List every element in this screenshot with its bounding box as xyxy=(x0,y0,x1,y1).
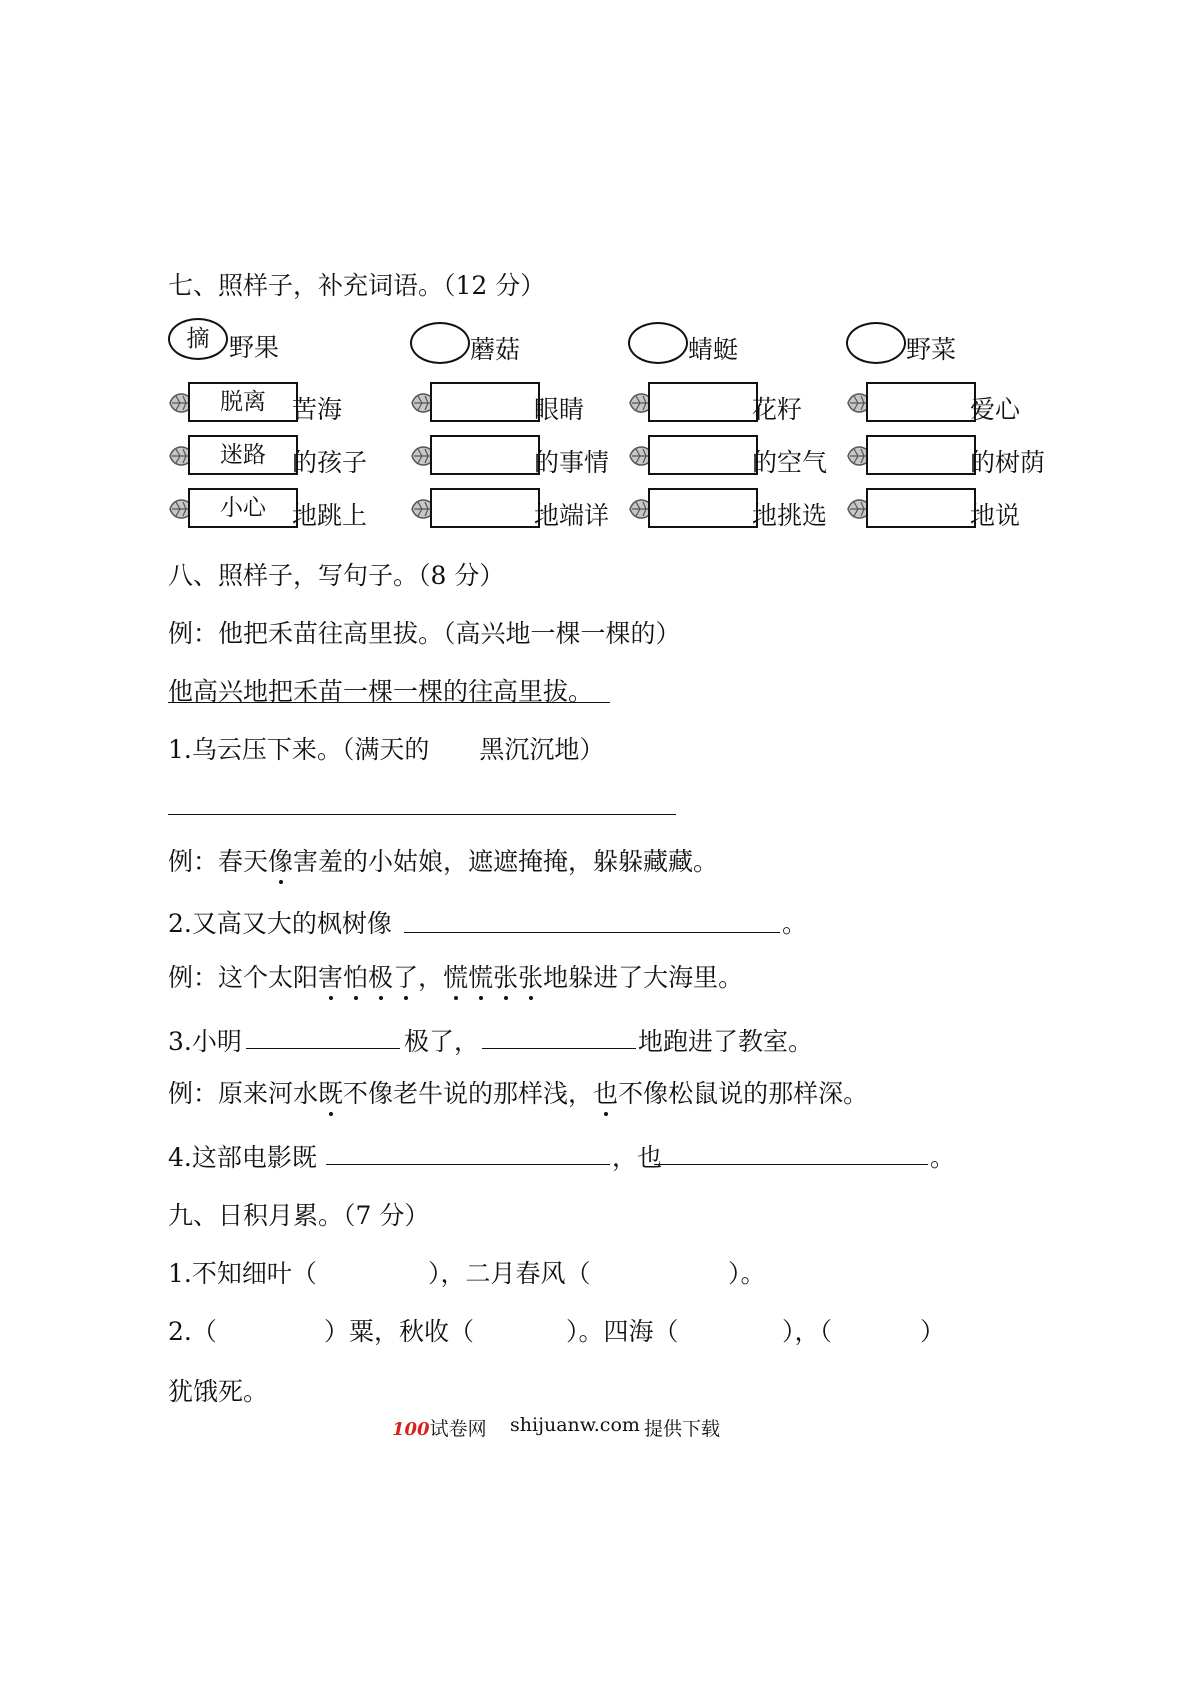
answer-line-2[interactable] xyxy=(404,932,780,933)
word-box: 迷路 xyxy=(188,435,298,475)
question-9-1c: ）。 xyxy=(728,1259,766,1288)
example-sentence xyxy=(168,1074,868,1110)
word-box[interactable] xyxy=(648,488,758,528)
example-text: 例：这个太阳 xyxy=(168,963,319,992)
word-box[interactable] xyxy=(430,435,540,475)
section9-title: 九、日积月累。（7 分） xyxy=(168,1201,430,1230)
word-box[interactable] xyxy=(648,382,758,422)
answer-line-3a[interactable] xyxy=(246,1048,400,1049)
emphasis-char: 慌 xyxy=(468,958,493,994)
question-4: 4.这部电影既 xyxy=(168,1143,317,1172)
example-text: 地躲进了大海里。 xyxy=(543,963,744,992)
circle-blank: 摘 xyxy=(168,318,228,360)
example-answer-underline xyxy=(168,702,610,703)
emphasis-char: 了 xyxy=(393,958,418,994)
emphasis-char: 张 xyxy=(493,958,518,994)
footer-note: 提供下载 xyxy=(644,1418,721,1440)
box-word: 地端详 xyxy=(534,501,610,530)
box-word: 地挑选 xyxy=(752,501,828,530)
question-9-1b: ），二月春风（ xyxy=(428,1259,591,1288)
section8-title: 八、照样子，写句子。（8 分） xyxy=(168,561,505,590)
circle-blank[interactable] xyxy=(628,322,688,364)
footer xyxy=(392,1414,487,1441)
question-1: 1.乌云压下来。（满天的 黑沉沉地） xyxy=(168,735,605,764)
emphasis-char: 极 xyxy=(368,958,393,994)
answer-line-1[interactable] xyxy=(168,814,676,815)
answer-line-4b[interactable] xyxy=(654,1164,928,1165)
word-box[interactable] xyxy=(866,382,976,422)
box-word: 的树荫 xyxy=(970,448,1046,477)
example-sentence xyxy=(168,958,743,994)
example-text: 例：原来河水 xyxy=(168,1079,319,1108)
circle-word: 蘑菇 xyxy=(470,335,521,364)
site-logo: 100 xyxy=(392,1419,430,1440)
circle-word: 蜻蜓 xyxy=(688,335,739,364)
box-word: 地跳上 xyxy=(292,501,368,530)
question-9-2c: ）。四海（ xyxy=(566,1317,679,1346)
circle-blank[interactable] xyxy=(846,322,906,364)
word-box: 脱离 xyxy=(188,382,298,422)
question-9-2a: 2.（ xyxy=(168,1317,217,1346)
question-2: 2.又高又大的枫树像 xyxy=(168,909,392,938)
question-3-end: 地跑进了教室。 xyxy=(638,1027,814,1056)
emphasis-dot-text xyxy=(318,963,418,992)
box-word: 花籽 xyxy=(752,395,803,424)
circle-blank[interactable] xyxy=(410,322,470,364)
box-word: 地说 xyxy=(970,501,1021,530)
footer-domain[interactable]: shijuanw.com xyxy=(510,1414,640,1436)
question-9-2d: ），（ xyxy=(782,1317,833,1346)
example-text: ， xyxy=(418,963,444,992)
box-word: 爱心 xyxy=(970,395,1021,424)
question-9-2-line2: 犹饿死。 xyxy=(168,1377,269,1406)
answer-line-3b[interactable] xyxy=(482,1048,636,1049)
emphasis-char: 慌 xyxy=(443,958,468,994)
example-text: 不像松鼠说的那样深。 xyxy=(618,1079,869,1108)
question-9-2e: ） xyxy=(920,1317,946,1346)
emphasis-dot-text: 像 xyxy=(268,842,293,878)
circle-word: 野果 xyxy=(229,333,280,362)
word-box: 小心 xyxy=(188,488,298,528)
box-word: 眼睛 xyxy=(534,395,585,424)
site-name: 试卷网 xyxy=(429,1418,487,1440)
box-word: 苦海 xyxy=(292,395,343,424)
example-sentence: 例：他把禾苗往高里拔。（高兴地一棵一棵的） xyxy=(168,619,681,648)
question-9-1a: 1.不知细叶（ xyxy=(168,1259,317,1288)
answer-line-4a[interactable] xyxy=(326,1164,610,1165)
question-2-end: 。 xyxy=(782,909,808,938)
question-4-mid: ，也 xyxy=(612,1143,663,1172)
emphasis-char: 张 xyxy=(518,958,543,994)
example-sentence xyxy=(168,842,718,878)
emphasis-dot-text: 既 xyxy=(318,1074,343,1110)
emphasis-dot-text: 也 xyxy=(593,1074,618,1110)
question-3: 3.小明 xyxy=(168,1027,242,1056)
word-box[interactable] xyxy=(430,382,540,422)
word-box[interactable] xyxy=(430,488,540,528)
example-text: 害羞的小姑娘，遮遮掩掩，躲躲藏藏。 xyxy=(293,847,719,876)
section7-title: 七、照样子，补充词语。（12 分） xyxy=(168,271,546,300)
box-word: 的孩子 xyxy=(292,448,368,477)
word-box[interactable] xyxy=(866,488,976,528)
emphasis-char: 害 xyxy=(318,958,343,994)
emphasis-dot-text xyxy=(443,963,543,992)
circle-word: 野菜 xyxy=(906,335,957,364)
question-9-2b: ）粟，秋收（ xyxy=(324,1317,475,1346)
question-3-mid: 极了， xyxy=(404,1027,480,1056)
word-box[interactable] xyxy=(866,435,976,475)
example-text: 不像老牛说的那样浅， xyxy=(343,1079,594,1108)
question-4-end: 。 xyxy=(930,1143,956,1172)
example-answer: 他高兴地把禾苗一棵一棵的往高里拔。 xyxy=(168,677,594,706)
emphasis-char: 怕 xyxy=(343,958,368,994)
example-text: 例：春天 xyxy=(168,847,269,876)
word-box[interactable] xyxy=(648,435,758,475)
box-word: 的空气 xyxy=(752,448,828,477)
box-word: 的事情 xyxy=(534,448,610,477)
